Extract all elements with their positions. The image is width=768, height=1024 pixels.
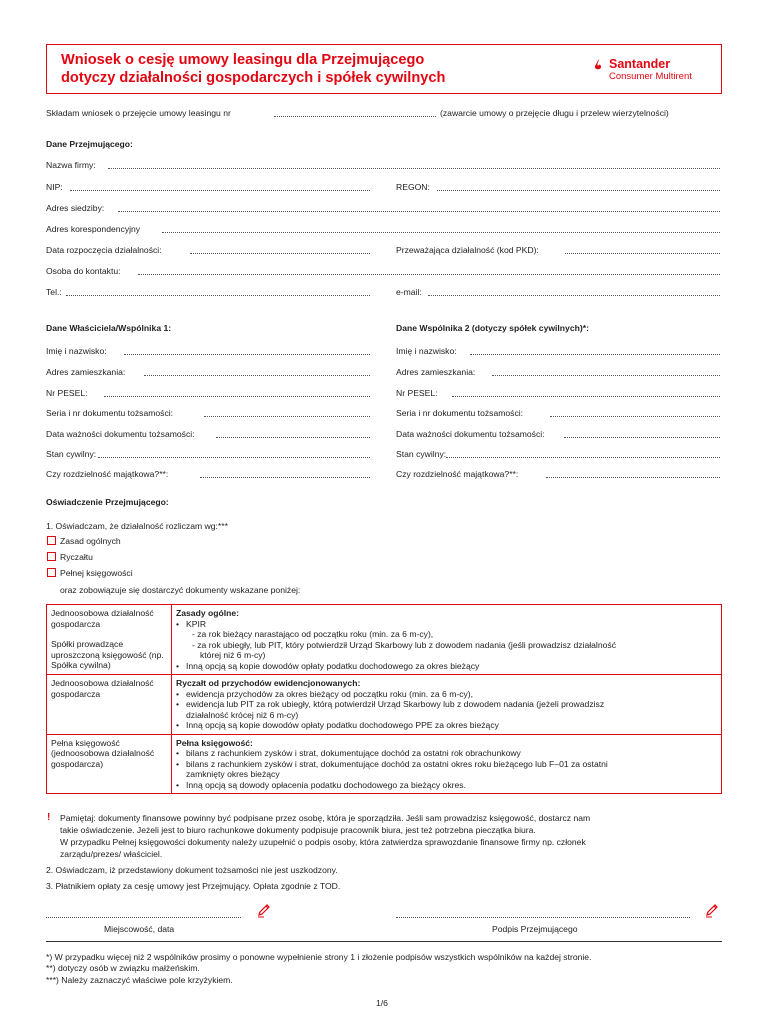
owner2-address-label: Adres zamieszkania: [396, 367, 476, 377]
note-line: zarządu/prezes/ właściciel. [60, 849, 163, 859]
list-item: • Inną opcją są dowody opłacenia podatku dochodowego za bieżący okres. [176, 779, 466, 790]
owner2-separation-label: Czy rozdzielność majątkowa?**: [396, 469, 519, 479]
email-label: e-mail: [396, 287, 422, 297]
header-box [46, 44, 722, 94]
statement-heading: Oświadczenie Przejmującego: [46, 497, 169, 507]
owner1-name-label: Imię i nazwisko: [46, 346, 107, 356]
table-cell-requirements [172, 675, 722, 735]
owner1-pesel-field[interactable] [104, 396, 370, 397]
option-general-checkbox[interactable] [47, 536, 56, 545]
owner2-heading: Dane Wspólnika 2 (dotyczy spółek cywilnych)*: [396, 323, 589, 333]
owner1-address-label: Adres zamieszkania: [46, 367, 126, 377]
owner2-doc-field[interactable] [550, 416, 720, 417]
place-date-label: Miejscowość, data [104, 924, 175, 934]
table-cell-requirements [172, 734, 722, 794]
owner2-pesel-field[interactable] [452, 396, 720, 397]
owner1-doc-expiry-label: Data ważności dokumentu tożsamości: [46, 429, 195, 439]
list-item: • bilans z rachunkiem zysków i strat, dokumentujące dochód za ostatni okres roku bieżącego lub F–01 za ostatni [176, 758, 608, 769]
owner2-marital-field[interactable] [446, 457, 720, 458]
contract-number-field[interactable] [274, 116, 436, 117]
list-item: • Inną opcją są kopie dowodów opłaty podatku dochodowego za okres bieżący [176, 660, 480, 671]
table-cell-requirements [172, 605, 722, 675]
start-date-field[interactable] [190, 253, 370, 254]
statement-item-2: 2. Oświadczam, iż przedstawiony dokument tożsamości nie jest uszkodzony. [46, 865, 338, 875]
tel-label: Tel.: [46, 287, 62, 297]
owner2-doc-label: Seria i nr dokumentu tożsamości: [396, 408, 524, 418]
option-full-accounting-label: Pełnej księgowości [60, 568, 133, 578]
list-item: - za rok bieżący narastająco od początku roku (min. za 6 m-cy), [192, 629, 434, 639]
company-name-label: Nazwa firmy: [46, 160, 96, 170]
regon-field[interactable] [437, 190, 720, 191]
pen-icon [704, 902, 720, 918]
list-item: • bilans z rachunkiem zysków i strat, dokumentujące dochód za ostatni rok obrachunkowy [176, 748, 521, 758]
pkd-field[interactable] [565, 253, 720, 254]
owner1-marital-label: Stan cywilny: [46, 449, 97, 459]
requirements-heading: Zasady ogólne: [176, 608, 240, 618]
regon-label: REGON: [396, 182, 430, 192]
list-item: zamknięty okres bieżący [186, 769, 280, 779]
flame-icon [591, 58, 605, 72]
commit-text: oraz zobowiązuje się dostarczyć dokumenty wskazane poniżej: [60, 585, 301, 595]
owner1-marital-field[interactable] [98, 457, 370, 458]
owner1-pesel-label: Nr PESEL: [46, 388, 88, 398]
intro-prefix: Składam wniosek o przejęcie umowy leasingu nr [46, 108, 231, 118]
seat-label: Adres siedziby: [46, 203, 105, 213]
owner1-heading: Dane Właściciela/Wspólnika 1: [46, 323, 172, 333]
footnote: *) W przypadku więcej niż 2 wspólników prosimy o ponowne wypełnienie strony 1 i złożenie podpisów wszystkich wspólników na każdej stronie. [46, 952, 592, 962]
owner2-name-label: Imię i nazwisko: [396, 346, 457, 356]
option-full-accounting-checkbox[interactable] [47, 568, 56, 577]
pen-icon [256, 902, 272, 918]
company-name-field[interactable] [108, 168, 720, 169]
signature-label: Podpis Przejmującego [492, 924, 578, 934]
statement-item-1: 1. Oświadczam, że działalność rozliczam wg:*** [46, 521, 228, 531]
note-line: Pamiętaj: dokumenty finansowe powinny być podpisane przez osobę, która je sporządziła. Jeśli sam prowadzisz księgowość, dostarcz nam [60, 813, 591, 823]
contact-field[interactable] [138, 274, 720, 275]
title-line-2: dotyczy działalności gospodarczych i spółek cywilnych [61, 70, 446, 86]
entity-label: Pełna księgowość (jednoosobowa działalność gospodarcza) [51, 737, 155, 769]
owner2-doc-expiry-label: Data ważności dokumentu tożsamości: [396, 429, 545, 439]
table-row [47, 734, 722, 794]
place-date-field[interactable] [46, 917, 241, 918]
entity-label: Spółki prowadzące uproszczoną księgowość (np. Spółka cywilna) [51, 639, 164, 670]
list-item: • ewidencja lub PIT za rok ubiegły, którą potwierdził Urząd Skarbowy lub z dowodem nadania (jeżeli prowadzisz [176, 699, 605, 709]
owner2-separation-field[interactable] [546, 477, 720, 478]
owner2-pesel-label: Nr PESEL: [396, 388, 438, 398]
table-cell-entity [47, 605, 172, 675]
table-cell-entity [47, 734, 172, 794]
footnote-divider [46, 941, 722, 942]
table-cell-entity [47, 675, 172, 735]
option-lump-sum-checkbox[interactable] [47, 552, 56, 561]
correspondence-field[interactable] [162, 232, 720, 233]
owner2-address-field[interactable] [492, 375, 720, 376]
intro-suffix: (zawarcie umowy o przejęcie długu i przelew wierzytelności) [440, 108, 669, 118]
email-field[interactable] [428, 295, 720, 296]
note-line: W przypadku Pełnej księgowości dokumenty należy uzupełnić o podpis osoby, która zatwierdza sprawozdanie finansowe firmy np. członek [60, 837, 586, 847]
logo-subtitle: Consumer Multirent [609, 71, 692, 82]
owner1-doc-label: Seria i nr dokumentu tożsamości: [46, 408, 174, 418]
owner2-doc-expiry-field[interactable] [564, 437, 720, 438]
owner1-separation-label: Czy rozdzielność majątkowa?**: [46, 469, 169, 479]
signature-field[interactable] [396, 917, 690, 918]
owner1-doc-expiry-field[interactable] [216, 437, 370, 438]
owner1-doc-field[interactable] [204, 416, 370, 417]
documents-table [46, 604, 722, 794]
list-item: • Inną opcją są kopie dowodów opłaty podatku dochodowego PPE za okres bieżący [176, 720, 499, 730]
statement-item-3: 3. Płatnikiem opłaty za cesję umowy jest Przejmujący. Opłata zgodnie z TOD. [46, 881, 341, 891]
note-line: takie oświadczenie. Jeżeli jest to biuro rachunkowe dokumenty podpisuje pracownik biura, jest też potrzebna pieczątka biura. [60, 825, 536, 835]
contact-label: Osoba do kontaktu: [46, 266, 121, 276]
title-line-1: Wniosek o cesję umowy leasingu dla Przejmującego [61, 52, 425, 68]
correspondence-label: Adres korespondencyjny [46, 224, 141, 234]
company-heading: Dane Przejmującego: [46, 139, 133, 149]
list-item: • KPIR [176, 618, 207, 629]
entity-label: Jednoosobowa działalność gospodarcza [51, 678, 154, 699]
owner2-marital-label: Stan cywilny: [396, 449, 447, 459]
entity-label: Jednoosobowa działalność gospodarcza [51, 608, 154, 629]
nip-field[interactable] [70, 190, 370, 191]
table-row [47, 605, 722, 675]
list-item: działalność krócej niż 6 m-cy) [186, 709, 299, 720]
owner1-address-field[interactable] [144, 375, 370, 376]
owner1-name-field[interactable] [124, 354, 370, 355]
list-item: • ewidencja przychodów za okres bieżący od początku roku (min. za 6 m-cy), [176, 688, 474, 699]
option-general-label: Zasad ogólnych [60, 536, 121, 546]
list-item: której niż 6 m-cy) [200, 650, 266, 660]
form-title [61, 51, 445, 87]
tel-field[interactable] [66, 295, 370, 296]
santander-logo [587, 57, 707, 87]
option-lump-sum-label: Ryczałtu [60, 552, 93, 562]
logo-wordmark: Santander [609, 57, 671, 71]
start-date-label: Data rozpoczęcia działalności: [46, 245, 162, 255]
footnote: ***) Należy zaznaczyć właściwe pole krzyżykiem. [46, 975, 233, 985]
warning-icon: ! [47, 812, 51, 823]
owner2-name-field[interactable] [470, 354, 720, 355]
table-row [47, 675, 722, 735]
owner1-separation-field[interactable] [200, 477, 370, 478]
seat-field[interactable] [118, 211, 720, 212]
requirements-heading: Ryczałt od przychodów ewidencjonowanych: [176, 678, 361, 688]
pkd-label: Przeważająca działalność (kod PKD): [396, 245, 539, 255]
nip-label: NIP: [46, 182, 63, 192]
list-item: - za rok ubiegły, lub PIT, który potwierdził Urząd Skarbowy lub z dowodem nadania (jeśli prowadzisz działalność [192, 639, 616, 650]
page-number: 1/6 [376, 998, 388, 1008]
requirements-heading: Pełna księgowość: [176, 737, 253, 748]
footnote: **) dotyczy osób w związku małżeńskim. [46, 963, 200, 973]
